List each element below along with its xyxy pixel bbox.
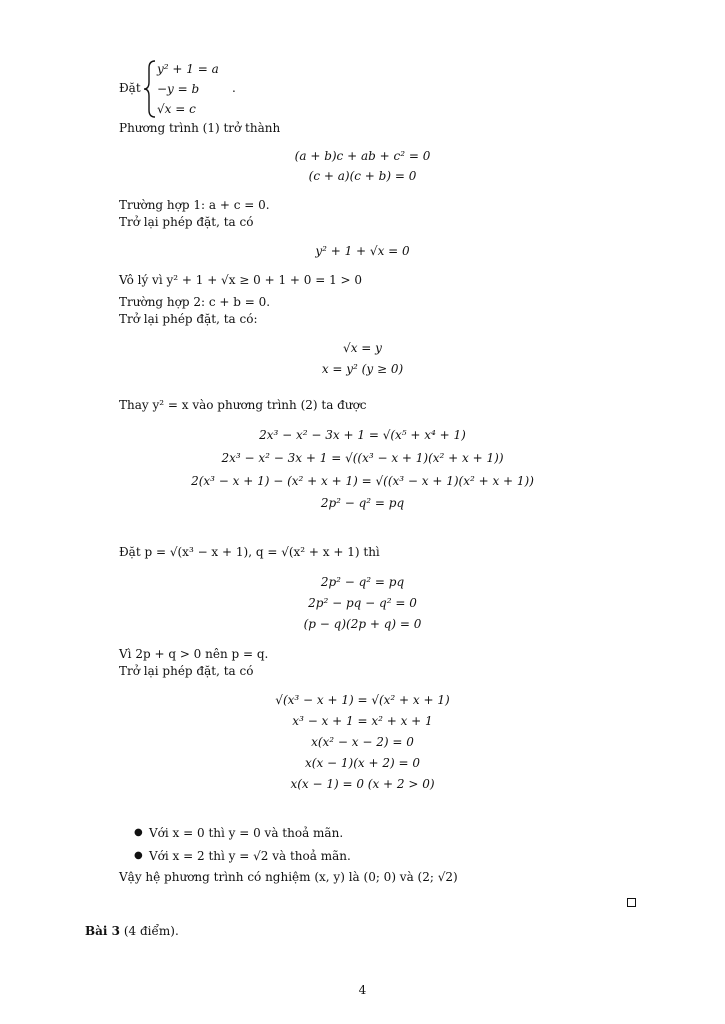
equation-4: √x = y [343, 341, 382, 355]
back-substitute-3: Trở lại phép đặt, ta có [119, 664, 254, 678]
set-pq-text: Đặt p = √(x³ − x + 1), q = √(x² + x + 1) thì [119, 545, 380, 559]
back-substitute-1: Trở lại phép đặt, ta có [119, 215, 254, 229]
next-problem-heading [85, 924, 179, 939]
system-row-1: y² + 1 = a [157, 62, 219, 76]
equation-10: 2p² − q² = pq [320, 575, 405, 589]
equation-16: x(x − 1)(x + 2) = 0 [305, 756, 420, 770]
equation-12: (p − q)(2p + q) = 0 [303, 617, 422, 631]
equation-3: y² + 1 + √x = 0 [315, 244, 410, 258]
next-problem-title: Bài 3 [85, 924, 121, 938]
equation-15: x(x² − x − 2) = 0 [311, 735, 414, 749]
since-text: Vì 2p + q > 0 nên p = q. [119, 647, 269, 661]
equation-2: (c + a)(c + b) = 0 [308, 169, 417, 183]
bullet-icon: ● [134, 850, 143, 861]
bullet-icon: ● [134, 827, 143, 838]
absurd-text: Vô lý vì y² + 1 + √x ≥ 0 + 1 + 0 = 1 > 0 [119, 273, 363, 287]
case-2: Trường hợp 2: c + b = 0. [119, 295, 271, 309]
equation-11: 2p² − pq − q² = 0 [308, 596, 417, 610]
equation-9: 2p² − q² = pq [320, 496, 405, 510]
equation-5: x = y² (y ≥ 0) [321, 362, 404, 376]
equation-1: (a + b)c + ab + c² = 0 [294, 149, 431, 163]
equation-13: √(x³ − x + 1) = √(x² + x + 1) [275, 693, 450, 707]
case-1: Trường hợp 1: a + c = 0. [119, 198, 270, 212]
page-number: 4 [358, 983, 367, 997]
qed-square-icon [627, 898, 636, 907]
equation-7: 2x³ − x² − 3x + 1 = √((x³ − x + 1)(x² + x + 1)) [221, 451, 504, 465]
equation-14: x³ − x + 1 = x² + x + 1 [292, 714, 433, 728]
system-lead: Đặt [119, 81, 141, 95]
substitute-text: Thay y² = x vào phương trình (2) ta được [119, 398, 367, 412]
equation-8: 2(x³ − x + 1) − (x² + x + 1) = √((x³ − x + 1)(x² + x + 1)) [191, 474, 534, 488]
bullet-item-2: Với x = 2 thì y = √2 và thoả mãn. [149, 849, 351, 863]
next-problem-points: (4 điểm). [123, 924, 179, 938]
back-substitute-2: Trở lại phép đặt, ta có: [119, 312, 258, 326]
system-row-3: √x = c [157, 102, 196, 116]
left-brace-icon [143, 60, 157, 118]
system-period: . [232, 81, 236, 95]
conclusion-text: Vậy hệ phương trình có nghiệm (x, y) là (0; 0) và (2; √2) [119, 870, 458, 884]
bullet-item-1: Với x = 0 thì y = 0 và thoả mãn. [149, 826, 344, 840]
transform-text: Phương trình (1) trở thành [119, 121, 281, 135]
system-row-2: −y = b [157, 82, 200, 96]
equation-17: x(x − 1) = 0 (x + 2 > 0) [290, 777, 435, 791]
equation-6: 2x³ − x² − 3x + 1 = √(x⁵ + x⁴ + 1) [259, 428, 466, 442]
